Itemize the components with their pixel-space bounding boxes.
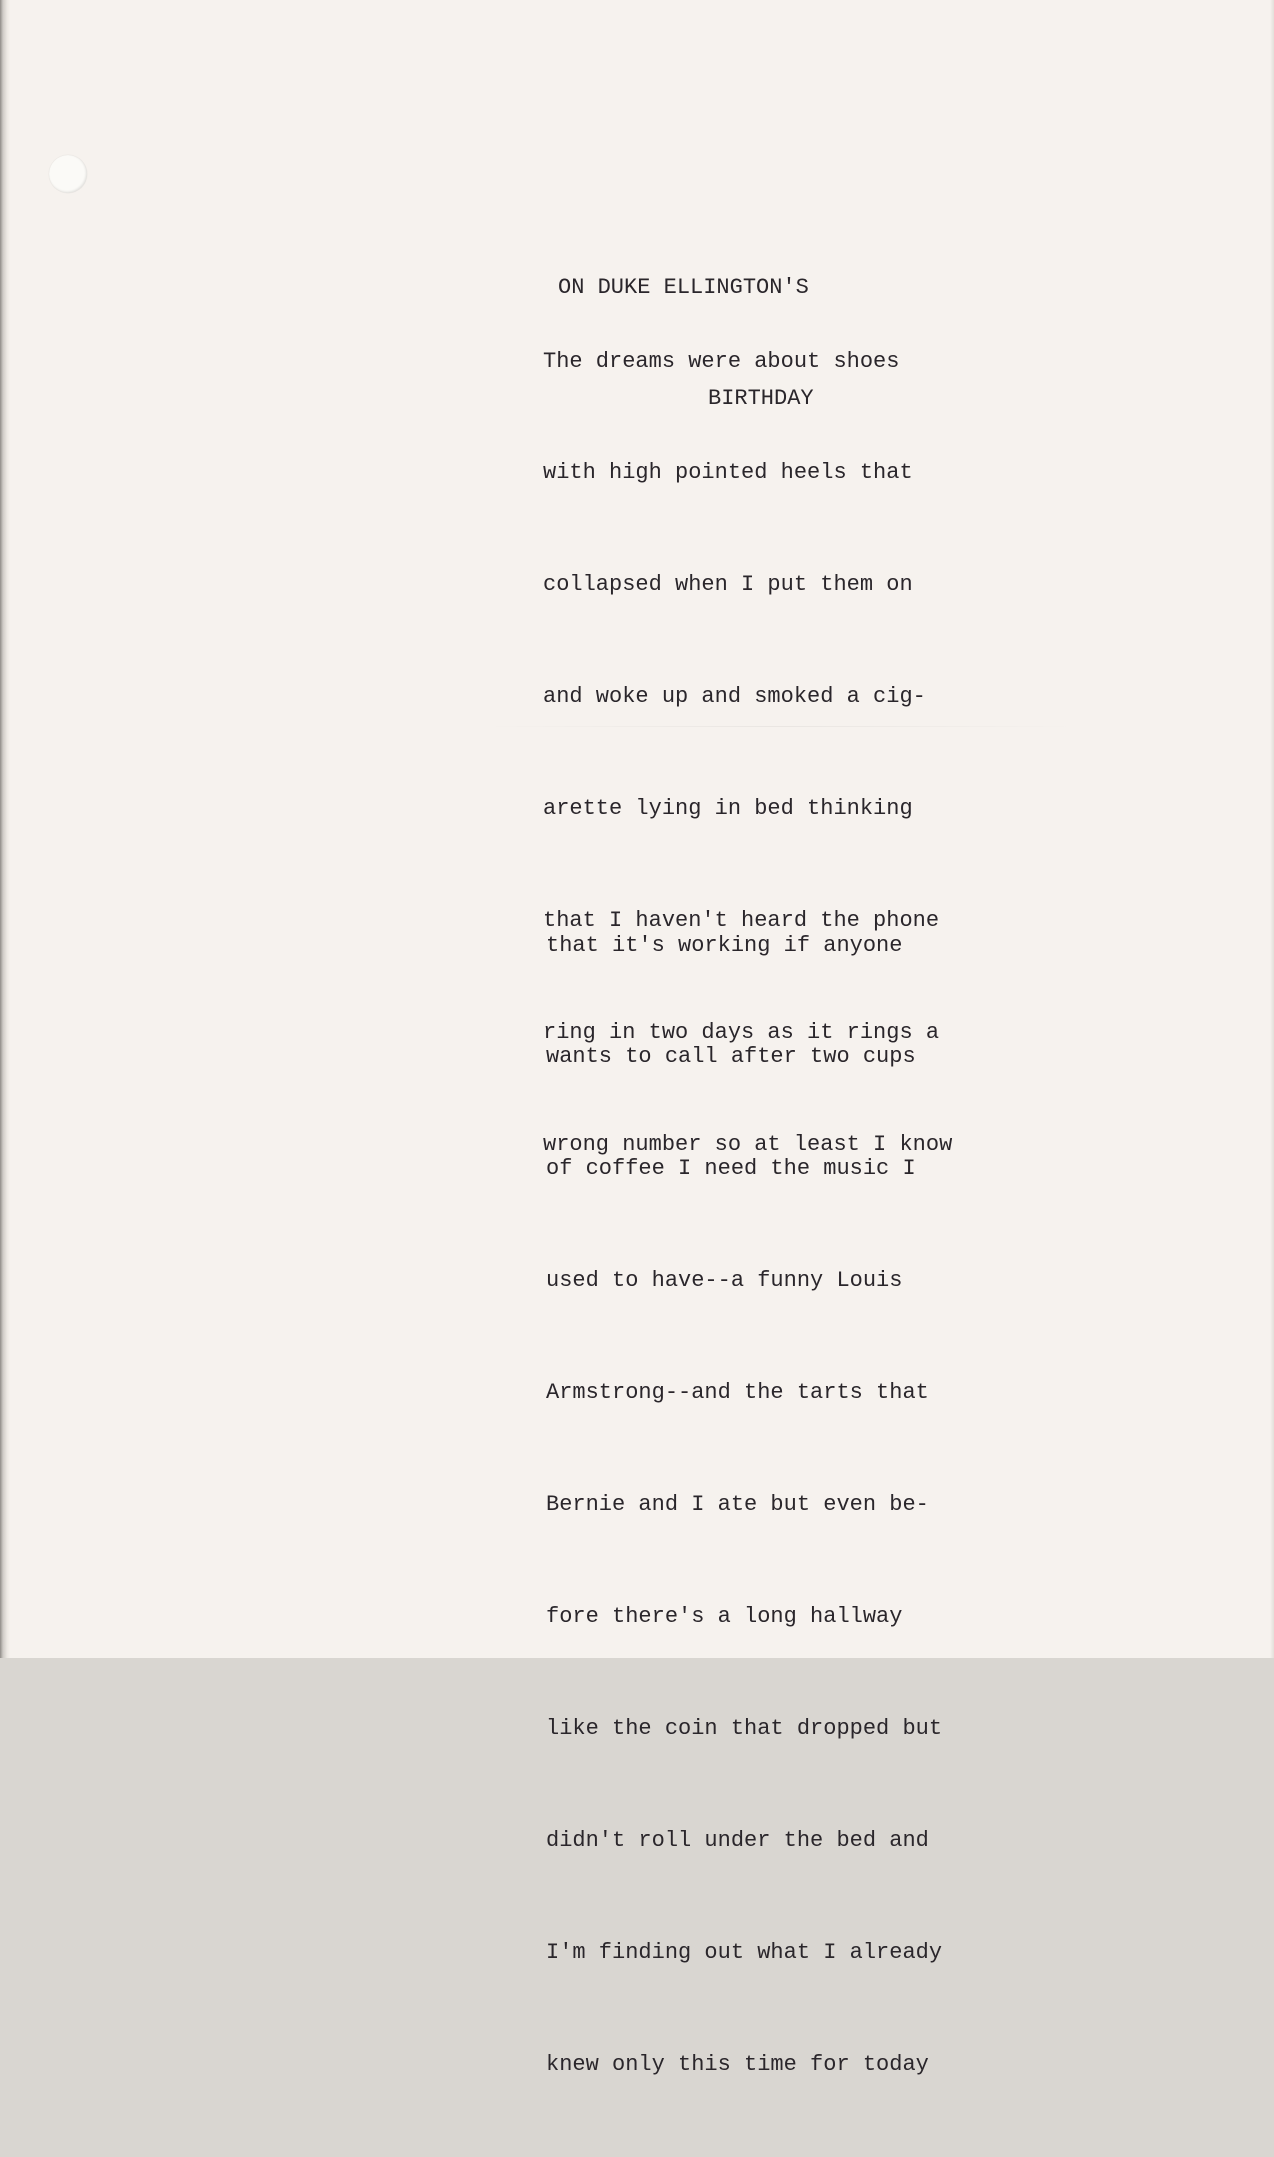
poem-line: fore there's a long hallway — [546, 1603, 903, 1629]
poem-line: I'm finding out what I already — [546, 1939, 943, 1965]
poem-line: used to have--a funny Louis — [546, 1268, 903, 1294]
poem-line: of coffee I need the music I — [546, 1156, 916, 1182]
poem-line: arette lying in bed thinking — [543, 796, 913, 822]
poem-line: collapsed when I put them on — [543, 572, 913, 598]
poem-line: wrong number so at least I know — [543, 1131, 953, 1157]
poem-title-line-2: BIRTHDAY — [708, 386, 814, 411]
poem-line: with high pointed heels that — [543, 460, 913, 486]
poem-line: and woke up and smoked a cig- — [543, 684, 926, 710]
poem-line: didn't roll under the bed and — [546, 1827, 929, 1853]
punch-hole — [49, 155, 87, 193]
paper-right-edge — [1270, 0, 1274, 1658]
poem-line: that it's working if anyone — [546, 932, 903, 958]
paper-left-edge — [0, 0, 10, 1658]
poem-line: Armstrong--and the tarts that — [546, 1380, 929, 1406]
poem-line: like the coin that dropped but — [546, 1715, 943, 1741]
poem-line: The dreams were about shoes — [543, 348, 900, 374]
poem-line: ring in two days as it rings a — [543, 1019, 940, 1045]
poem-line: Bernie and I ate but even be- — [546, 1492, 929, 1518]
stanza-2 — [546, 852, 942, 2157]
poem-line: wants to call after two cups — [546, 1044, 916, 1070]
poem-line: that I haven't heard the phone — [543, 908, 940, 934]
poem-line: knew only this time for today — [546, 2051, 929, 2077]
poem-title-line-1: ON DUKE ELLINGTON'S — [558, 275, 809, 300]
